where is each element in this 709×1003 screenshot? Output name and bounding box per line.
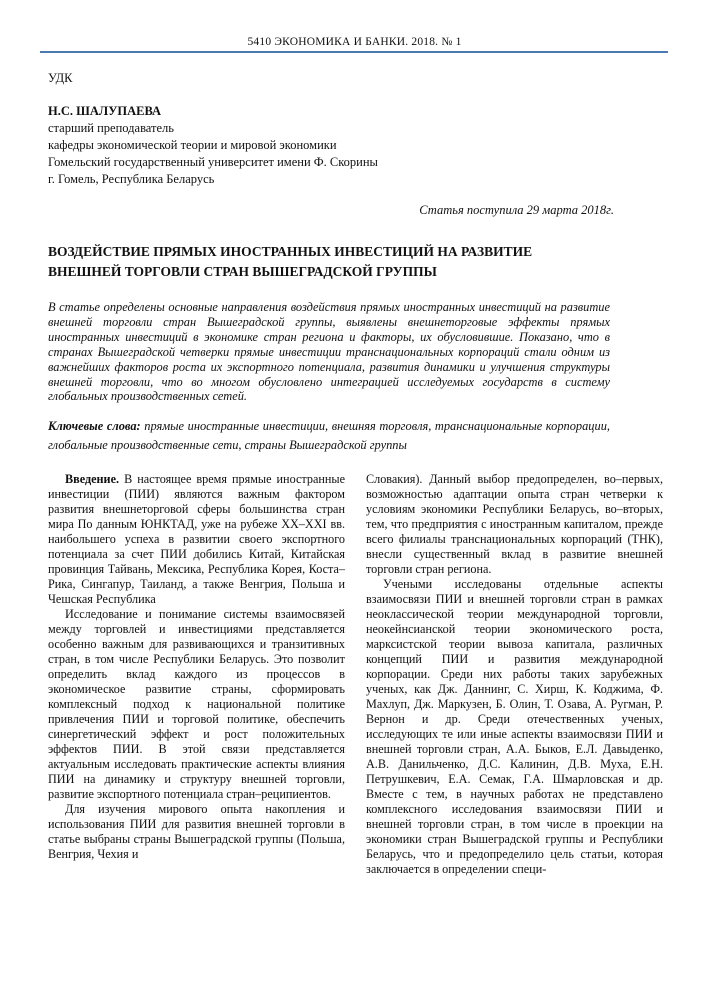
paragraph: Учеными исследованы отдельные аспекты взаимосвязи ПИИ и внешней торговли стран в рамках неоклассической теории международной торговли, неокейнсианской теории экономического роста, марксистской теории вывоза капитала, различных концепций ПИИ и развития международной корпорации. Среди них работы таких зарубежных ученых, как Дж. Даннинг, С. Хирш, К. Коджима, Ф. Махлуп, Дж. Маркузен, Б. Олин, Т. Озава, А. Ругман, Р. Вернон и др. Среди отечественных ученых, исследующих те или иные аспекты взаимосвязи ПИИ и внешней торговли стран, А.А. Быков, Е.Л. Давыденко, А.В. Данильченко, Д.С. Калинин, Д.В. Муха, Е.Н. Петрушкевич, Е.А. Семак, Г.А. Шмарловская и др. Вместе с тем, в научных работах не представлено комплексного исследования взаимосвязи ПИИ и внешней торговли стран, в том числе в проекции на экономики стран Вышеградской группы и Республики Беларусь, что и предопределило цель статьи, которая заключается в определении специ- [366, 577, 663, 877]
author-name: Н.С. ШАЛУПАЕВА [48, 104, 162, 118]
paragraph-introduction [48, 472, 345, 607]
keywords-label: Ключевые слова: [48, 419, 141, 434]
paragraph-text: В настоящее время прямые иностранные инвестиции (ПИИ) являются важным фактором развития внешнеторговой сферы большинства стран мира По данным ЮНКТАД, уже на рубеже XX–XXI вв. наибольшего успеха в развитии своего экспортного потенциала за счет ПИИ добились Китай, Китайская провинция Тайвань, Мексика, Республика Корея, Коста–Рика, Сингапур, Таиланд, а также Венгрия, Польша и Чешская Республика [48, 472, 345, 607]
column-right [366, 472, 663, 877]
paragraph: Исследование и понимание системы взаимосвязей между торговлей и инвестициями представляется особенно важным для развивающихся и транзитивных стран, в том числе Республики Беларусь. Это позволит определить вклад каждого из процессов в экономическое развитие страны, сформировать комплексный подход к национальной политике привлечения ПИИ и торговой политике, обеспечить синергетический эффект и рост положительных эффектов ПИИ. В этой связи представляется актуальным исследовать практические аспекты влияния ПИИ на динамику и структуру внешней торговли, развитие экспортного потенциала стран–реципиентов. [48, 607, 345, 802]
udk-label: УДК [48, 71, 73, 85]
body-columns [48, 472, 663, 877]
paragraph: Для изучения мирового опыта накопления и использования ПИИ для развития внешней торговли в статье выбраны страны Вышеградской группы (Польша, Венгрия, Чехия и [48, 802, 345, 862]
introduction-heading: Введение. [65, 472, 120, 487]
journal-header: 5410 ЭКОНОМИКА И БАНКИ. 2018. № 1 [247, 36, 462, 48]
received-date: Статья поступила 29 марта 2018г. [419, 203, 614, 217]
author-university: Гомельский государственный университет имени Ф. Скорины [48, 155, 378, 169]
author-block [48, 103, 709, 188]
author-position: старший преподаватель [48, 121, 174, 135]
keywords-text: прямые иностранные инвестиции, внешняя торговля, транснациональные корпорации, глобальные производственные сети, страны Вышеградской группы [48, 419, 610, 453]
abstract-text: В статье определены основные направления воздействия прямых иностранных инвестиций на развитие внешней торговли стран Вышеградской группы, выявлены внешнеторговые эффекты прямых иностранных инвестиций в экономике стран региона и факторы, их обусловившие. Показано, что в странах Вышеградской четверки прямые инвестиции транснациональных корпораций стали одним из важнейших факторов роста их экспортного потенциала, развития динамики и улучшения структуры внешней торговли, что во многом обусловлено интеграцией исследуемых государств в систему глобальных производственных сетей. [48, 300, 610, 404]
header-rule [40, 51, 668, 53]
article-title: ВОЗДЕЙСТВИЕ ПРЯМЫХ ИНОСТРАННЫХ ИНВЕСТИЦИЙ НА РАЗВИТИЕ ВНЕШНЕЙ ТОРГОВЛИ СТРАН ВЫШЕГРАДСКОЙ ГРУППЫ [48, 244, 533, 279]
keywords-block [48, 417, 610, 455]
paragraph-continuation: Словакия). Данный выбор предопределен, во–первых, возможностью адаптации опыта стран четверки к условиям экономики Республики Беларусь, во–вторых, тем, что предприятия с иностранным капиталом, прежде всего филиалы транснациональных корпораций (ТНК), внесли существенный вклад в развитие внешней торговли стран региона. [366, 472, 663, 577]
column-left [48, 472, 345, 877]
author-city: г. Гомель, Республика Беларусь [48, 172, 215, 186]
author-department: кафедры экономической теории и мировой экономики [48, 138, 337, 152]
